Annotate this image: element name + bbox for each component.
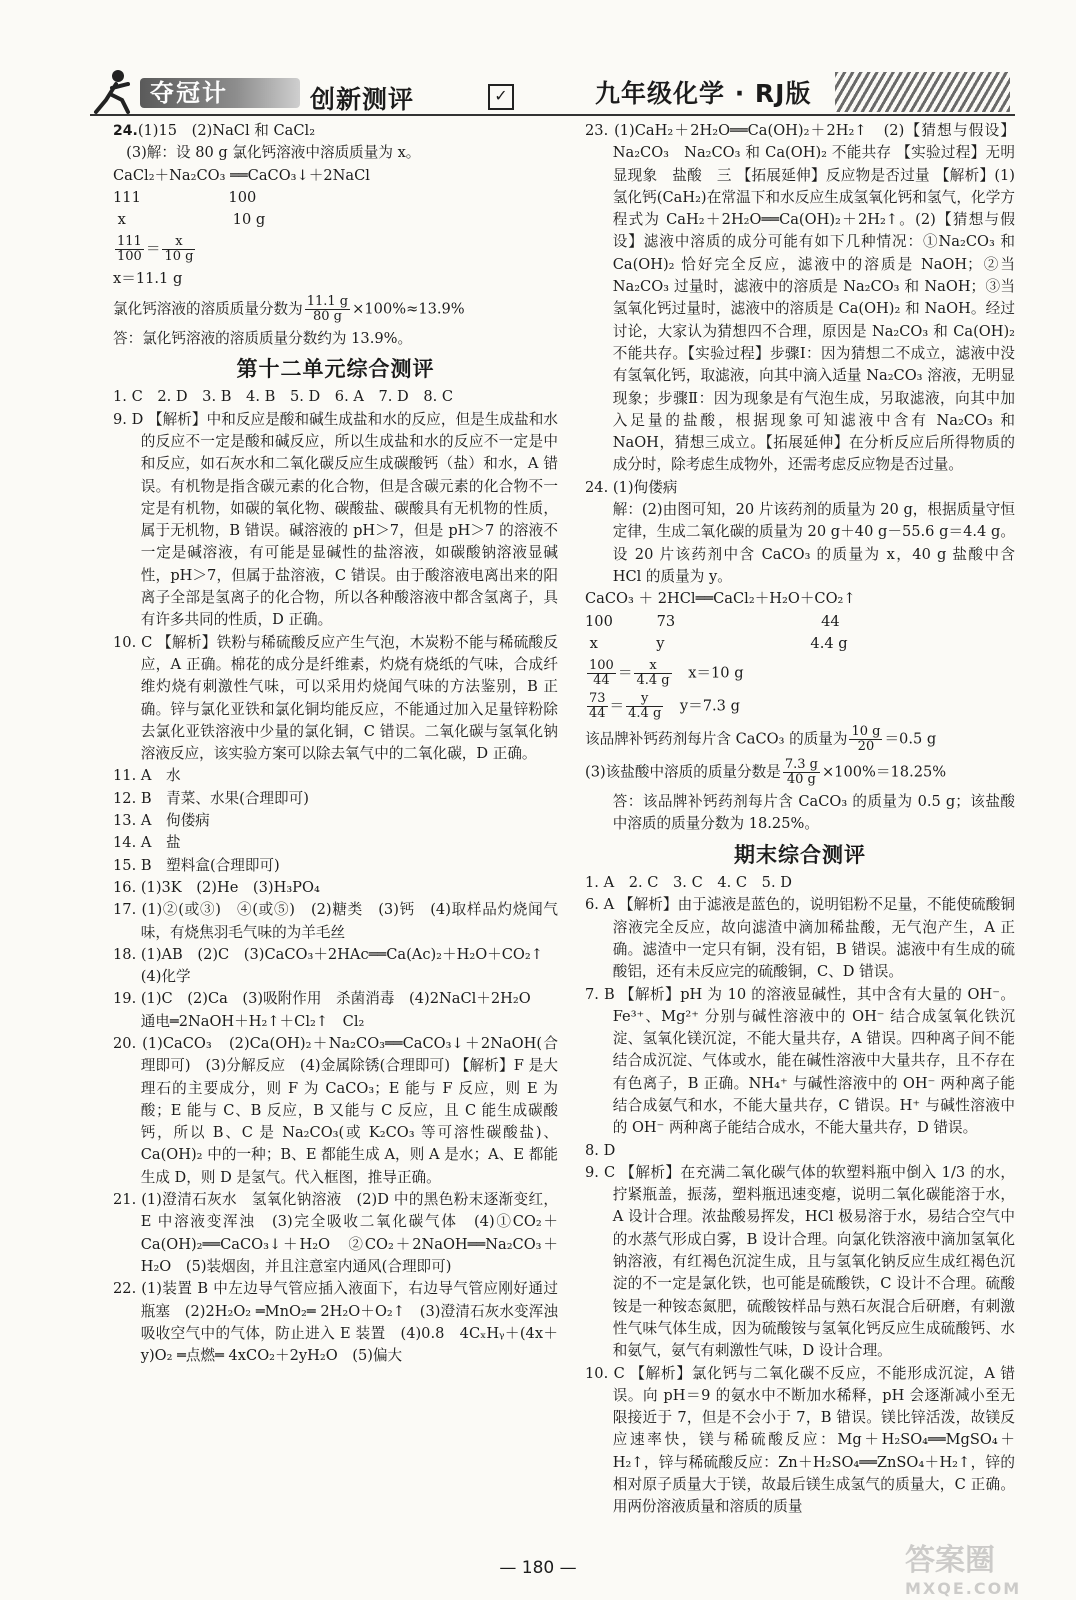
unit12-q19b: 通电═2NaOH＋H₂↑＋Cl₂↑ Cl₂ bbox=[140, 1012, 365, 1030]
q24-x-result: x＝11.1 g bbox=[113, 270, 183, 288]
unit12-q10: 10. C 【解析】铁粉与稀硫酸反应产生气泡，木炭粉不能与稀硫酸反应，A 正确。棉花的成分是纤维素，灼烧有烧纸的气味，合成纤维灼烧有刺激性气味，可以采用灼烧闻气味的方法鉴别，B 正确。锌与氯化亚铁和氯化铜均能反应，不能通过加入足量锌粉除去氯化亚铁溶液中少量的氯化铜，C 错误。二氧化碳与氢氧化钠溶液反应，该实验方案可以除去氧气中的二氧化碳，D 正确。 bbox=[113, 633, 558, 763]
q24-percent: 氯化钙溶液的溶质质量分数为 $\frac{11.1 g}{80 g}$ ×100%≈13.9% bbox=[113, 293, 465, 324]
brand-subtitle: 创新测评 bbox=[310, 85, 415, 114]
unit12-q19a: 19. (1)C (2)Ca (3)吸附作用 杀菌消毒 (4)2NaCl＋2H₂O bbox=[113, 990, 531, 1008]
unit12-q24-answer: 答：该品牌补钙药剂每片含 CaCO₃ 的质量为 0.5 g；该盐酸中溶质的质量分数为 18.25%。 bbox=[612, 793, 1015, 833]
unit12-choice-answers: 1. C 2. D 3. B 4. B 5. D 6. A 7. D 8. C bbox=[113, 388, 454, 406]
check-box-icon: ✓ bbox=[488, 84, 514, 110]
section-title-final: 期末综合测评 bbox=[734, 842, 866, 867]
edition-label: 九年级化学 · RJ版 bbox=[595, 79, 812, 108]
q24-line1: 24.(1)15 (2)NaCl 和 CaCl₂ bbox=[113, 122, 316, 139]
unit12-q24-head: 24. (1)佝偻病 bbox=[585, 478, 678, 496]
q24-line2: (3)解：设 80 g 氯化钙溶液中溶质质量为 x。 bbox=[126, 144, 421, 162]
header-rule bbox=[90, 114, 1015, 116]
page-header bbox=[0, 0, 1076, 118]
unit12-q24-prop-x: $\frac{100}{44}$ ＝ $\frac{x}{4.4 g}$ x＝10 g bbox=[589, 658, 744, 689]
watermark-url: MXQE.COM bbox=[905, 1579, 1022, 1598]
unit12-q24-mass-row1: 100 73 44 bbox=[585, 612, 840, 630]
decorative-stripes bbox=[835, 72, 1010, 112]
page-number: — 180 — bbox=[499, 1558, 577, 1578]
unit12-q24-hcl-percent: (3)该盐酸中溶质的质量分数是 $\frac{7.3 g}{40 g}$ ×100%＝18.25% bbox=[585, 757, 947, 788]
q24-answer: 答：氯化钙溶液的溶质质量分数约为 13.9%。 bbox=[113, 329, 413, 347]
unit12-q24-per-tablet: 该品牌补钙药剂每片含 CaCO₃ 的质量为 $\frac{10 g}{20}$ ＝0.5 g bbox=[585, 724, 937, 755]
unit12-q11: 11. A 水 bbox=[113, 767, 181, 785]
q24-mass-row1: 111 100 bbox=[113, 188, 257, 206]
final-q10: 10. C 【解析】氯化钙与二氧化碳不反应，不能形成沉淀，A 错误。向 pH＝9 的氨水中不断加水稀释，pH 会逐渐减小至无限接近于 7，但是不会小于 7，B 错误。镁比锌活泼，故镁反应速率快，镁与稀硫酸反应：Mg＋H₂SO₄══MgSO₄＋H₂↑，锌与稀硫酸反应：Zn＋H₂SO₄══ZnSO₄＋H₂↑，锌的相对原子质量大于镁，故最后镁生成氢气的质量大，C 正确。用两份溶液质量和溶质的质量 bbox=[585, 1364, 1015, 1516]
unit12-q14: 14. A 盐 bbox=[113, 834, 181, 852]
runner-icon bbox=[88, 66, 138, 118]
unit12-q22: 22. (1)装置 B 中左边导气管应插入液面下，右边导气管应刚好通过瓶塞 (2)2H₂O₂ ═MnO₂═ 2H₂O＋O₂↑ (3)澄清石灰水变浑浊 吸收空气中的气体，防止进入 E 装置 (4)0.8 4CₓHᵧ＋(4x＋y)O₂ ═点燃═ 4xCO₂＋2yH₂O (5)偏大 bbox=[113, 1280, 573, 1365]
section-title-unit12: 第十二单元综合测评 bbox=[236, 357, 435, 382]
q24-mass-row2: x 10 g bbox=[113, 211, 266, 229]
final-q9: 9. C 【解析】在充满二氧化碳气体的软塑料瓶中倒入 1/3 的水，拧紧瓶盖，振荡，塑料瓶迅速变瘪，说明二氧化碳能溶于水，A 设计合理。浓盐酸易挥发，HCl 极易溶于水，易结合空气中的水蒸气形成白雾，B 设计合理。向氯化铁溶液中滴加氢氧化钠溶液，有红褐色沉淀生成，且与氢氧化钠反应生成红褐色沉淀的不一定是氯化铁，也可能是硫酸铁，C 设计不合理。硫酸铵是一种铵态氮肥，硫酸铵样品与熟石灰混合后研磨，有刺激性气味气体生成，因为硫酸铵与氢氧化钙反应生成硫酸钙、水和氨气，氨气有刺激性气味，D 设计合理。 bbox=[585, 1163, 1015, 1360]
q24-proportion: $\frac{111}{100}$ ＝ $\frac{x}{10 g}$ bbox=[117, 234, 194, 265]
final-q6: 6. A 【解析】由于滤液是蓝色的，说明铝粉不足量，不能使硫酸铜溶液完全反应，故向滤渣中滴加稀盐酸，无气泡产生，A 正确。滤渣中一定只有铜，没有铝，B 错误。滤液中有生成的硫酸铝，还有未反应完的硫酸铜，C、D 错误。 bbox=[585, 896, 1015, 981]
unit12-q12: 12. B 青菜、水果(合理即可) bbox=[113, 789, 309, 807]
unit12-q18a: 18. (1)AB (2)C (3)CaCO₃＋2HAc══Ca(Ac)₂＋H₂O＋CO₂↑ bbox=[113, 945, 543, 963]
final-q8: 8. D bbox=[585, 1141, 616, 1159]
unit12-q20: 20. (1)CaCO₃ (2)Ca(OH)₂＋Na₂CO₃══CaCO₃↓＋2NaOH(合理即可) (3)分解反应 (4)金属除锈(合理即可) 【解析】F 是大理石的主要成分，则 F 为 CaCO₃；E 能与 F 反应，则 E 为酸；E 能与 C、B 反应，B 又能与 C 反应，且 C 能生成碳酸钙，所以 B、C 是 Na₂CO₃(或 K₂CO₃ 等可溶性碳酸盐)、Ca(OH)₂ 中的一种；B、E 都能生成 A，则 A 是水；A、E 都能生成 D，则 D 是氢气。代入框图，推导正确。 bbox=[113, 1034, 558, 1186]
right-column bbox=[585, 120, 1015, 1519]
final-choice-answers: 1. A 2. C 3. C 4. C 5. D bbox=[585, 874, 792, 892]
q24-equation: CaCl₂＋Na₂CO₃ ══CaCO₃↓＋2NaCl bbox=[113, 166, 370, 184]
final-q7: 7. B 【解析】pH 为 10 的溶液显碱性，其中含有大量的 OH⁻。Fe³⁺、Mg²⁺ 分别与碱性溶液中的 OH⁻ 结合成氢氧化铁沉淀、氢氧化镁沉淀，不能大量共存，A 错误。四种离子间不能结合成沉淀、气体或水，能在碱性溶液中大量共存，且不存在有色离子，B 正确。NH₄⁺ 与碱性溶液中的 OH⁻ 两种离子能结合成氨气和水，不能大量共存，C 错误。H⁺ 与碱性溶液中的 OH⁻ 两种离子能结合成水，不能大量共存，D 错误。 bbox=[585, 985, 1015, 1137]
unit12-q24-prop-y: $\frac{73}{44}$ ＝ $\frac{y}{4.4 g}$ y＝7.3 g bbox=[589, 691, 740, 722]
unit12-q17: 17. (1)②(或③) ④(或⑤) (2)糖类 (3)钙 (4)取样品灼烧闻气味，有烧焦羽毛气味的为羊毛丝 bbox=[113, 901, 558, 941]
unit12-q24-equation: CaCO₃ ＋ 2HCl══CaCl₂＋H₂O＋CO₂↑ bbox=[585, 590, 856, 608]
unit12-q16: 16. (1)3K (2)He (3)H₃PO₄ bbox=[113, 878, 320, 896]
unit12-q15: 15. B 塑料盒(合理即可) bbox=[113, 856, 280, 874]
unit12-q13: 13. A 佝偻病 bbox=[113, 812, 210, 830]
unit12-q21: 21. (1)澄清石灰水 氢氧化钠溶液 (2)D 中的黑色粉末逐渐变红，E 中溶液变浑浊 (3)完全吸收二氧化碳气体 (4)①CO₂＋Ca(OH)₂══CaCO₃↓＋H₂O ②CO₂＋2NaOH══Na₂CO₃＋H₂O (5)装烟囱，并且注意室内通风(合理即可) bbox=[113, 1191, 558, 1275]
unit12-q24-solution: 解：(2)由图可知，20 片该药剂的质量为 20 g，根据质量守恒定律，生成二氧化碳的质量为 20 g＋40 g－55.6 g＝4.4 g。设 20 片该药剂中含 CaCO₃ 的质量为 x，40 g 盐酸中含 HCl 的质量为 y。 bbox=[612, 501, 1015, 585]
unit12-q23: 23. (1)CaH₂＋2H₂O══Ca(OH)₂＋2H₂↑ (2)【猜想与假设】Na₂CO₃ Na₂CO₃ 和 Ca(OH)₂ 不能共存 【实验过程】无明显现象 盐酸 三 【拓展延伸】反应物是否过量 【解析】(1)氢化钙(CaH₂)在常温下和水反应生成氢氧化钙和氢气，化学方程式为 CaH₂＋2H₂O══Ca(OH)₂＋2H₂↑。(2)【猜想与假设】滤液中溶质的成分可能有如下几种情况：①Na₂CO₃ 和 Ca(OH)₂ 恰好完全反应，滤液中的溶质是 NaOH；②当 Na₂CO₃ 过量时，滤液中的溶质是 Na₂CO₃ 和 NaOH；③当氢氧化钙过量时，滤液中的溶质是 Ca(OH)₂ 和 NaOH。经过讨论，大家认为猜想四不合理，原因是 Na₂CO₃ 和 Ca(OH)₂ 不能共存。【实验过程】步骤Ⅰ：因为猜想二不成立，滤液中没有氢氧化钙，取滤液，向其中滴入适量 Na₂CO₃ 溶液，无明显现象；步骤Ⅱ：因为现象是有气泡生成，另取滤液，向其中加入足量的盐酸，根据现象可知滤液中含有 Na₂CO₃ 和 NaOH，猜想三成立。【拓展延伸】在分析反应后所得物质的成分时，除考虑生成物外，还需考虑反应物是否过量。 bbox=[585, 122, 1015, 474]
unit12-q24-mass-row2: x y 4.4 g bbox=[585, 634, 848, 652]
brand-logo bbox=[88, 72, 508, 116]
left-column bbox=[113, 120, 573, 1367]
unit12-q18b: (4)化学 bbox=[140, 968, 191, 986]
unit12-q9: 9. D 【解析】中和反应是酸和碱生成盐和水的反应，但是生成盐和水的反应不一定是酸和碱反应，所以生成盐和水的反应不一定是中和反应，如石灰水和二氧化碳反应生成碳酸钙（盐）和水，A 错误。有机物是指含碳元素的化合物，但是含碳元素的化合物不一定是有机物，如碳的氧化物、碳酸盐、碳酸具有无机物的性质，属于无机物，B 错误。碱溶液的 pH＞7，但是 pH＞7 的溶液不一定是碱溶液，有可能是显碱性的盐溶液，如碳酸钠溶液显碱性，pH＞7，但属于盐溶液，C 错误。由于酸溶液电离出来的阳离子全部是氢离子的化合物，所以各种酸溶液中都含氢离子，具有许多共同的性质，D 正确。 bbox=[113, 410, 558, 629]
brand-name: 夺冠计 bbox=[140, 78, 300, 108]
watermark bbox=[905, 1535, 1055, 1598]
watermark-title: 答案圈 bbox=[905, 1543, 995, 1578]
